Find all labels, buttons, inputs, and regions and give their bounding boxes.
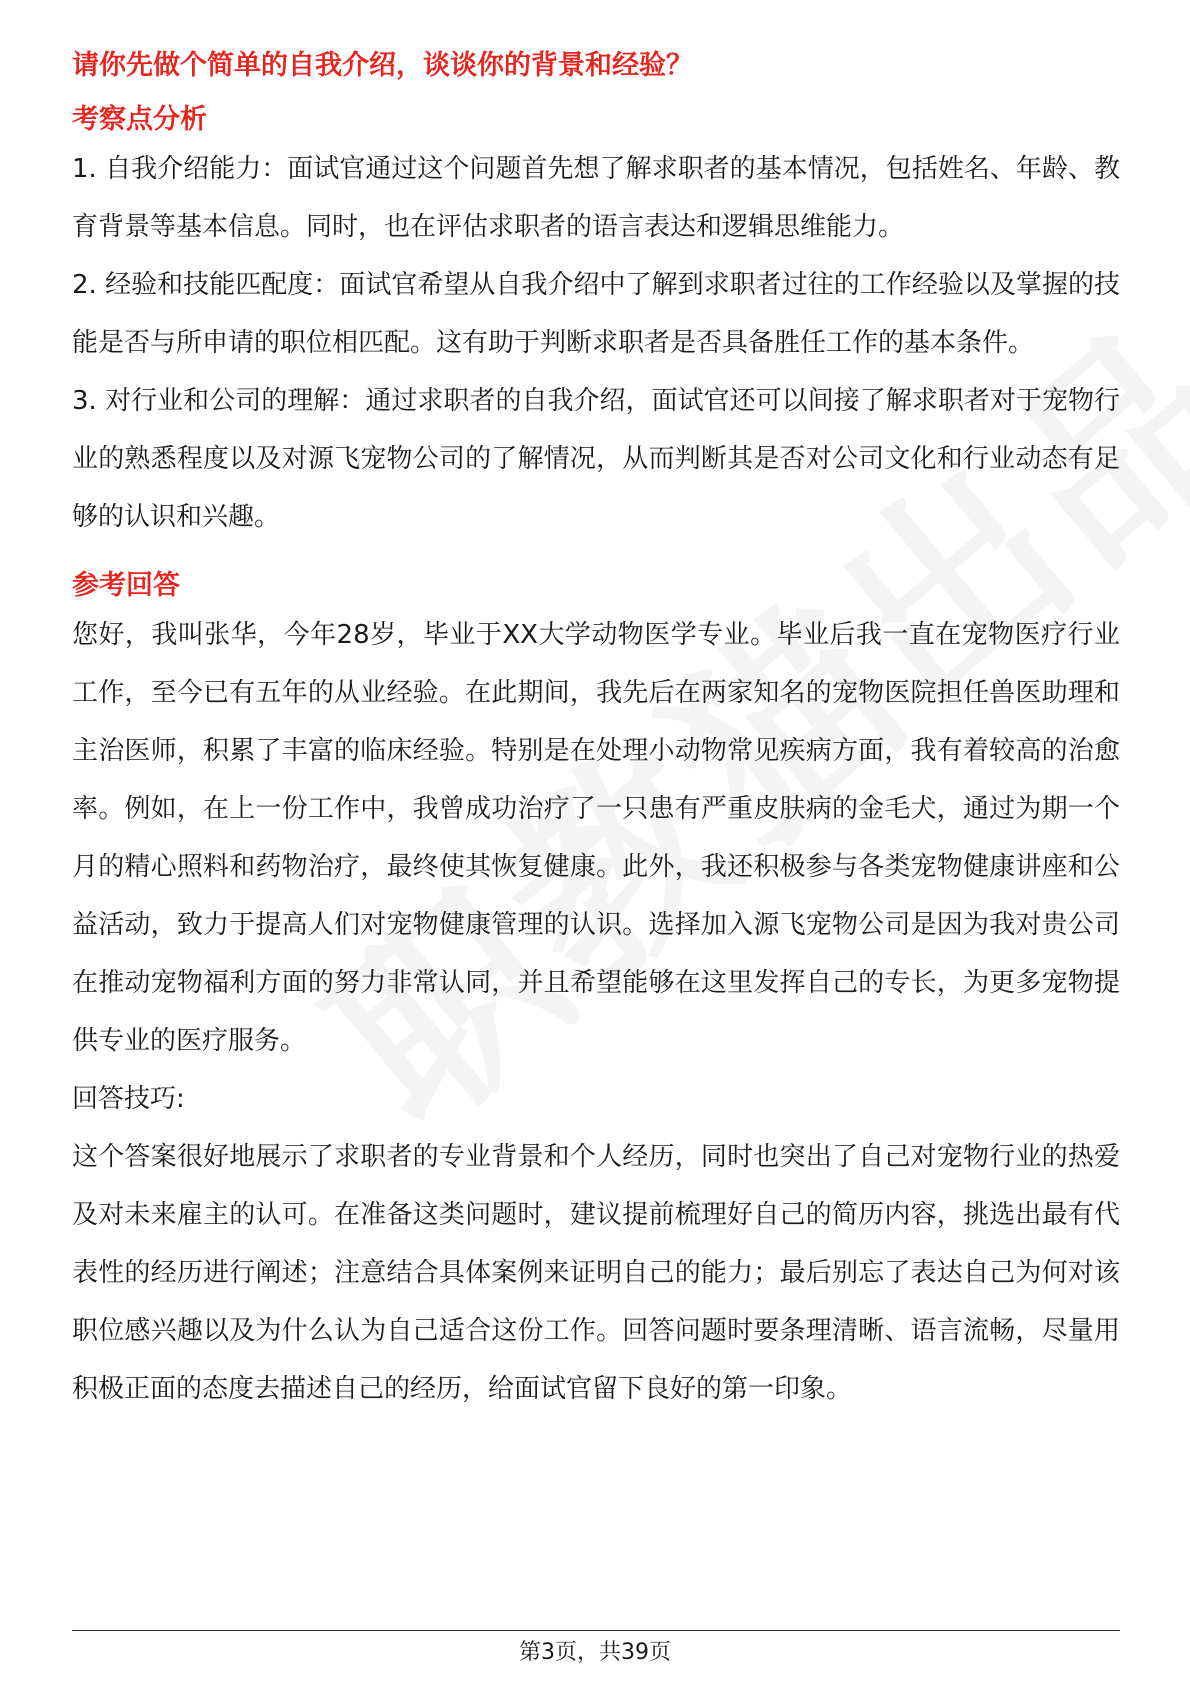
analysis-point-1: 1. 自我介绍能力：面试官通过这个问题首先想了解求职者的基本情况，包括姓名、年龄、教育背景等基本信息。同时，也在评估求职者的语言表达和逻辑思维能力。: [72, 154, 1120, 242]
reference-answer: 您好，我叫张华，今年28岁，毕业于XX大学动物医学专业。毕业后我一直在宠物医疗行业工作，至今已有五年的从业经验。在此期间，我先后在两家知名的宠物医院担任兽医助理和主治医师，积累了丰富的临床经验。特别是在处理小动物常见疾病方面，我有着较高的治愈率。例如，在上一份工作中，我曾成功治疗了一只患有严重皮肤病的金毛犬，通过为期一个月的精心照料和药物治疗，最终使其恢复健康。此外，我还积极参与各类宠物健康讲座和公益活动，致力于提高人们对宠物健康管理的认识。选择加入源飞宠物公司是因为我对贵公司在推动宠物福利方面的努力非常认同，并且希望能够在这里发挥自己的专长，为更多宠物提供专业的医疗服务。: [72, 620, 1120, 1056]
tips-label: 回答技巧:: [72, 1084, 185, 1114]
analysis-point-3: 3. 对行业和公司的理解：通过求职者的自我介绍，面试官还可以间接了解求职者对于宠物行业的熟悉程度以及对源飞宠物公司的了解情况，从而判断其是否对公司文化和行业动态有足够的认识和兴趣。: [72, 386, 1120, 532]
tips-text: 这个答案很好地展示了求职者的专业背景和个人经历，同时也突出了自己对宠物行业的热爱及对未来雇主的认可。在准备这类问题时，建议提前梳理好自己的简历内容，挑选出最有代表性的经历进行阐述；注意结合具体案例来证明自己的能力；最后别忘了表达自己为何对该职位感兴趣以及为什么认为自己适合这份工作。回答问题时要条理清晰、语言流畅，尽量用积极正面的态度去描述自己的经历，给面试官留下良好的第一印象。: [72, 1142, 1120, 1404]
analysis-heading: 考察点分析: [72, 104, 207, 135]
footer-divider: [72, 1630, 1120, 1631]
question-title: 请你先做个简单的自我介绍，谈谈你的背景和经验？: [72, 50, 693, 81]
document-page: [72, 46, 1120, 1418]
reference-heading: 参考回答: [72, 570, 180, 601]
page-number: 第3页，共39页: [519, 1640, 671, 1665]
section-spacer: [72, 546, 1120, 566]
analysis-point-2: 2. 经验和技能匹配度：面试官希望从自我介绍中了解到求职者过往的工作经验以及掌握的技能是否与所申请的职位相匹配。这有助于判断求职者是否具备胜任工作的基本条件。: [72, 270, 1120, 358]
